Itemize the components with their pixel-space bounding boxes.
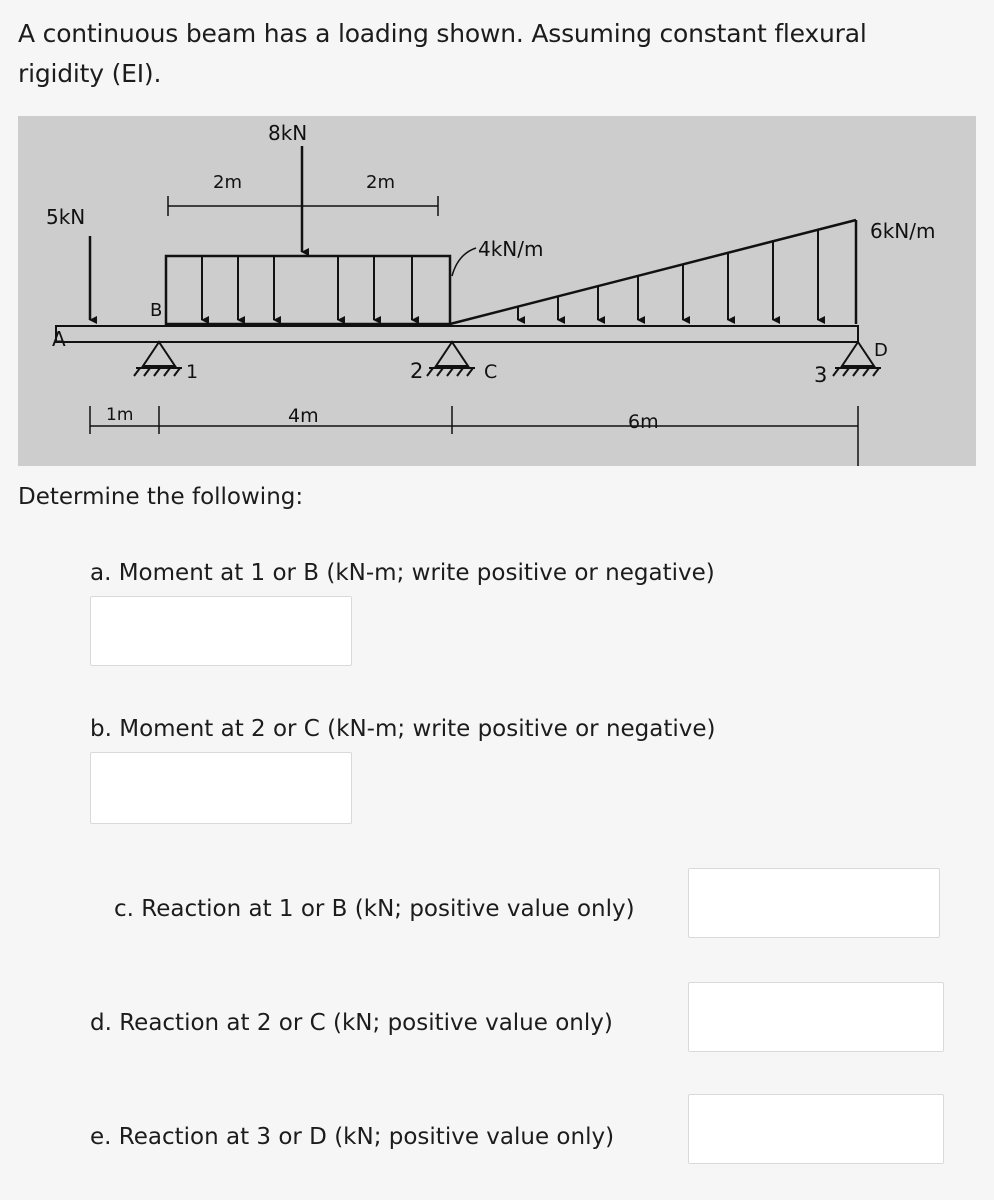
- question-c-answer-field[interactable]: [688, 868, 940, 938]
- dim-6m: 6m: [628, 411, 659, 433]
- uniform-load: [166, 256, 450, 324]
- question-d-answer-field[interactable]: [688, 982, 944, 1052]
- section-heading: Determine the following:: [18, 484, 304, 510]
- problem-statement: [18, 14, 968, 94]
- label-a: A: [52, 327, 66, 351]
- beam: [56, 326, 858, 342]
- tri-max-label: 6kN/m: [870, 219, 936, 243]
- udl-leader: [452, 248, 476, 276]
- dim-2m-left: 2m: [213, 172, 242, 193]
- udl-box: [166, 256, 450, 324]
- intro-line-2: rigidity (EI).: [18, 59, 162, 88]
- question-a-label: a. Moment at 1 or B (kN-m; write positive or negative): [90, 560, 715, 586]
- question-b-answer-field[interactable]: [90, 752, 352, 824]
- question-e-answer-field[interactable]: [688, 1094, 944, 1164]
- support-1-label: 1: [186, 361, 199, 383]
- support-2-pin: [427, 342, 475, 376]
- question-e-label: e. Reaction at 3 or D (kN; positive value only): [90, 1124, 615, 1150]
- support-3-label: 3: [814, 363, 828, 387]
- intro-line-1: A continuous beam has a loading shown. Assuming constant flexural: [18, 19, 867, 48]
- question-a-answer-field[interactable]: [90, 596, 352, 666]
- triangular-load: [450, 220, 856, 324]
- point-load-8kn-label: 8kN: [268, 121, 308, 145]
- dim-2m-right: 2m: [366, 172, 395, 193]
- question-d-label: d. Reaction at 2 or C (kN; positive value only): [90, 1010, 613, 1036]
- beam-diagram: [18, 116, 976, 466]
- support-1-pin: [134, 342, 182, 376]
- point-load-5kn-label: 5kN: [46, 205, 86, 229]
- question-c-label: c. Reaction at 1 or B (kN; positive value only): [114, 896, 635, 922]
- dim-4m: 4m: [288, 405, 319, 427]
- beam-diagram-svg: [18, 116, 976, 466]
- dim-1m: 1m: [106, 405, 134, 425]
- label-b: B: [150, 300, 163, 321]
- udl-label: 4kN/m: [478, 237, 544, 261]
- tri-slope: [450, 220, 856, 324]
- label-d: D: [874, 340, 888, 361]
- question-b-label: b. Moment at 2 or C (kN-m; write positive or negative): [90, 716, 716, 742]
- support-2-label: 2: [410, 359, 424, 383]
- label-c: C: [484, 361, 498, 383]
